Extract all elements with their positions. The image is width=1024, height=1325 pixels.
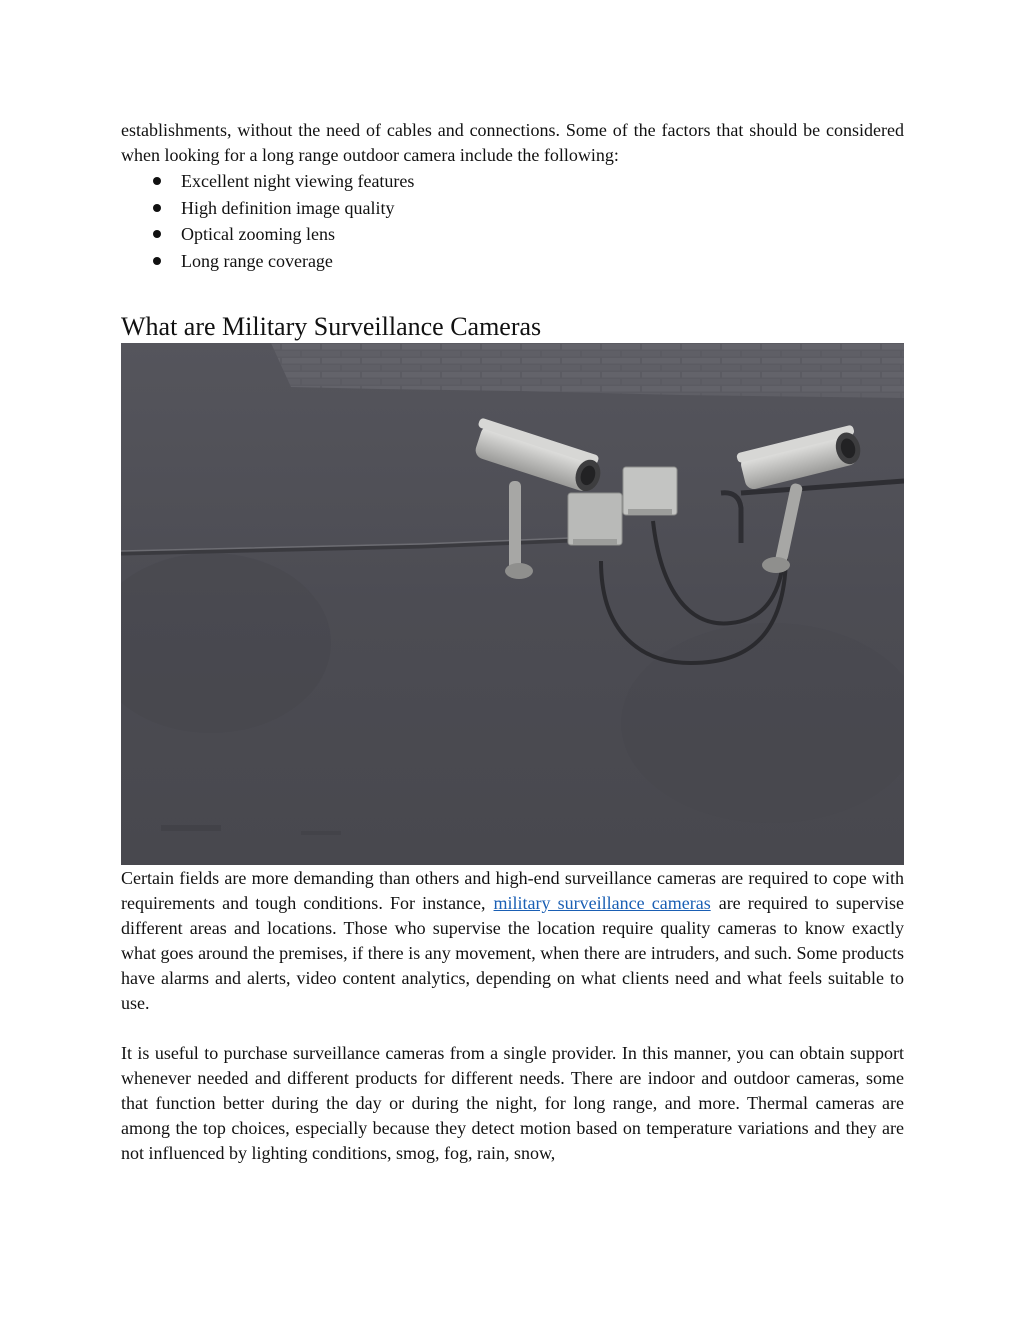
list-item-text: Optical zooming lens <box>181 224 335 244</box>
paragraph-single-provider: It is useful to purchase surveillance cameras from a single provider. In this manner, you can obtain support whenever needed and different products for different needs. There are indoor and outdoor cameras, some that function better during the day or during the night, for long range, and more. Thermal cameras are among the top choices, especially because they detect motion based on temperature variations and they are not influenced by lighting conditions, smog, fog, rain, snow, <box>121 1043 904 1163</box>
section-heading: What are Military Surveillance Cameras <box>121 312 542 341</box>
bullet-icon <box>153 204 161 212</box>
list-item <box>121 221 904 248</box>
bullet-icon <box>153 257 161 265</box>
list-item-text: Excellent night viewing features <box>181 171 415 191</box>
paragraph-text: Certain fields are more demanding than others and high-end surveillance cameras are required to cope with requirements and tough conditions. For instance, <box>121 868 904 913</box>
paragraph-military-cameras <box>121 866 904 1016</box>
military-surveillance-cameras-link[interactable]: military surveillance cameras <box>493 893 711 913</box>
body-text <box>121 866 904 1191</box>
surveillance-cameras-photo <box>121 343 904 865</box>
factors-list <box>121 168 904 274</box>
paragraph-text: are required to supervise different areas and locations. Those who supervise the location require quality cameras to know exactly what goes around the premises, if there is any movement, when there are intruders, and such. Some products have alarms and alerts, video content analytics, depending on what clients need and what feels suitable to use. <box>121 893 904 1013</box>
list-item-text: High definition image quality <box>181 197 395 218</box>
bullet-icon <box>153 177 161 185</box>
list-item <box>121 248 904 275</box>
list-item-text: Long range coverage <box>181 250 333 271</box>
list-item <box>121 168 904 195</box>
list-item <box>121 195 904 222</box>
document-page <box>121 118 904 1163</box>
bullet-icon <box>153 230 161 238</box>
intro-paragraph: establishments, without the need of cables and connections. Some of the factors that should be considered when looking for a long range outdoor camera include the following: <box>121 120 904 165</box>
